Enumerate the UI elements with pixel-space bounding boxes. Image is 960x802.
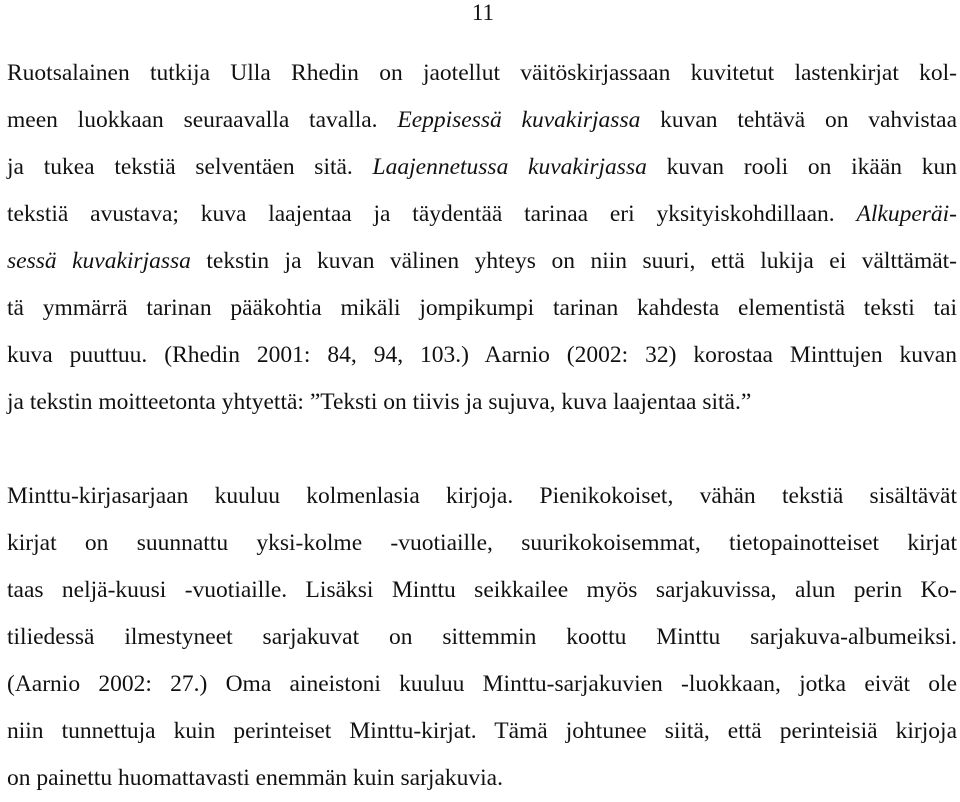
text-line [7, 191, 957, 238]
text-line [7, 614, 957, 661]
text-segment: tekstin ja kuvan välinen yhteys on niin suuri, että lukija ei välttämät- [190, 248, 958, 274]
text-segment: niin tunnettuja kuin perinteiset Minttu-kirjat. Tämä johtunee siitä, että perinteisiä kirjoja [7, 718, 957, 744]
text-segment: kirjat on suunnattu yksi-kolme -vuotiaille, suurikokoisemmat, tietopainotteiset kirjat [7, 530, 957, 556]
text-line [7, 473, 957, 520]
text-segment: ja tekstin moitteetonta yhtyettä: ”Teksti on tiivis ja sujuva, kuva laajentaa sitä.” [7, 389, 752, 415]
text-segment: kuvan tehtävä on vahvistaa [640, 107, 957, 133]
text-segment: on painettu huomattavasti enemmän kuin sarjakuvia. [7, 765, 503, 791]
text-line [7, 661, 957, 708]
text-segment: taas neljä-kuusi -vuotiaille. Lisäksi Minttu seikkailee myös sarjakuvissa, alun perin Ko- [7, 577, 957, 603]
paragraph-2 [7, 473, 957, 802]
text-segment: tä ymmärrä tarinan pääkohtia mikäli jompikumpi tarinan kahdesta elementistä teksti tai [7, 295, 957, 321]
text-segment: Minttu-kirjasarjaan kuuluu kolmenlasia kirjoja. Pienikokoiset, vähän tekstiä sisältävät [7, 483, 957, 509]
text-line [7, 379, 957, 426]
text-segment: tiliedessä ilmestyneet sarjakuvat on sittemmin koottu Minttu sarjakuva-albumeiksi. [7, 624, 957, 650]
text-segment: kuvan rooli on ikään kun [646, 154, 957, 180]
document-body [7, 50, 957, 802]
text-line [7, 708, 957, 755]
paragraph-gap [7, 426, 957, 473]
text-line [7, 50, 957, 97]
text-line [7, 520, 957, 567]
text-line [7, 567, 957, 614]
text-line [7, 97, 957, 144]
italic-term: Alkuperäi- [856, 201, 957, 227]
text-segment: kuva puuttuu. (Rhedin 2001: 84, 94, 103.) Aarnio (2002: 32) korostaa Minttujen kuvan [7, 342, 957, 368]
text-segment: ja tukea tekstiä selventäen sitä. [7, 154, 373, 180]
text-line [7, 285, 957, 332]
text-segment: (Aarnio 2002: 27.) Oma aineistoni kuuluu Minttu-sarjakuvien -luokkaan, jotka eivät ole [7, 671, 957, 697]
italic-term: sessä kuvakirjassa [7, 248, 191, 274]
text-segment: tekstiä avustava; kuva laajentaa ja täydentää tarinaa eri yksityiskohdillaan. [7, 201, 857, 227]
page-number: 11 [471, 0, 494, 25]
text-line [7, 755, 957, 802]
text-segment: Ruotsalainen tutkija Ulla Rhedin on jaotellut väitöskirjassaan kuvitetut lastenkirjat kol- [7, 60, 957, 86]
paragraph-1 [7, 50, 957, 426]
italic-term: Laajennetussa kuvakirjassa [372, 154, 647, 180]
text-line [7, 238, 957, 285]
text-line [7, 332, 957, 379]
text-line [7, 144, 957, 191]
italic-term: Eeppisessä kuvakirjassa [397, 107, 641, 133]
text-segment: meen luokkaan seuraavalla tavalla. [7, 107, 398, 133]
